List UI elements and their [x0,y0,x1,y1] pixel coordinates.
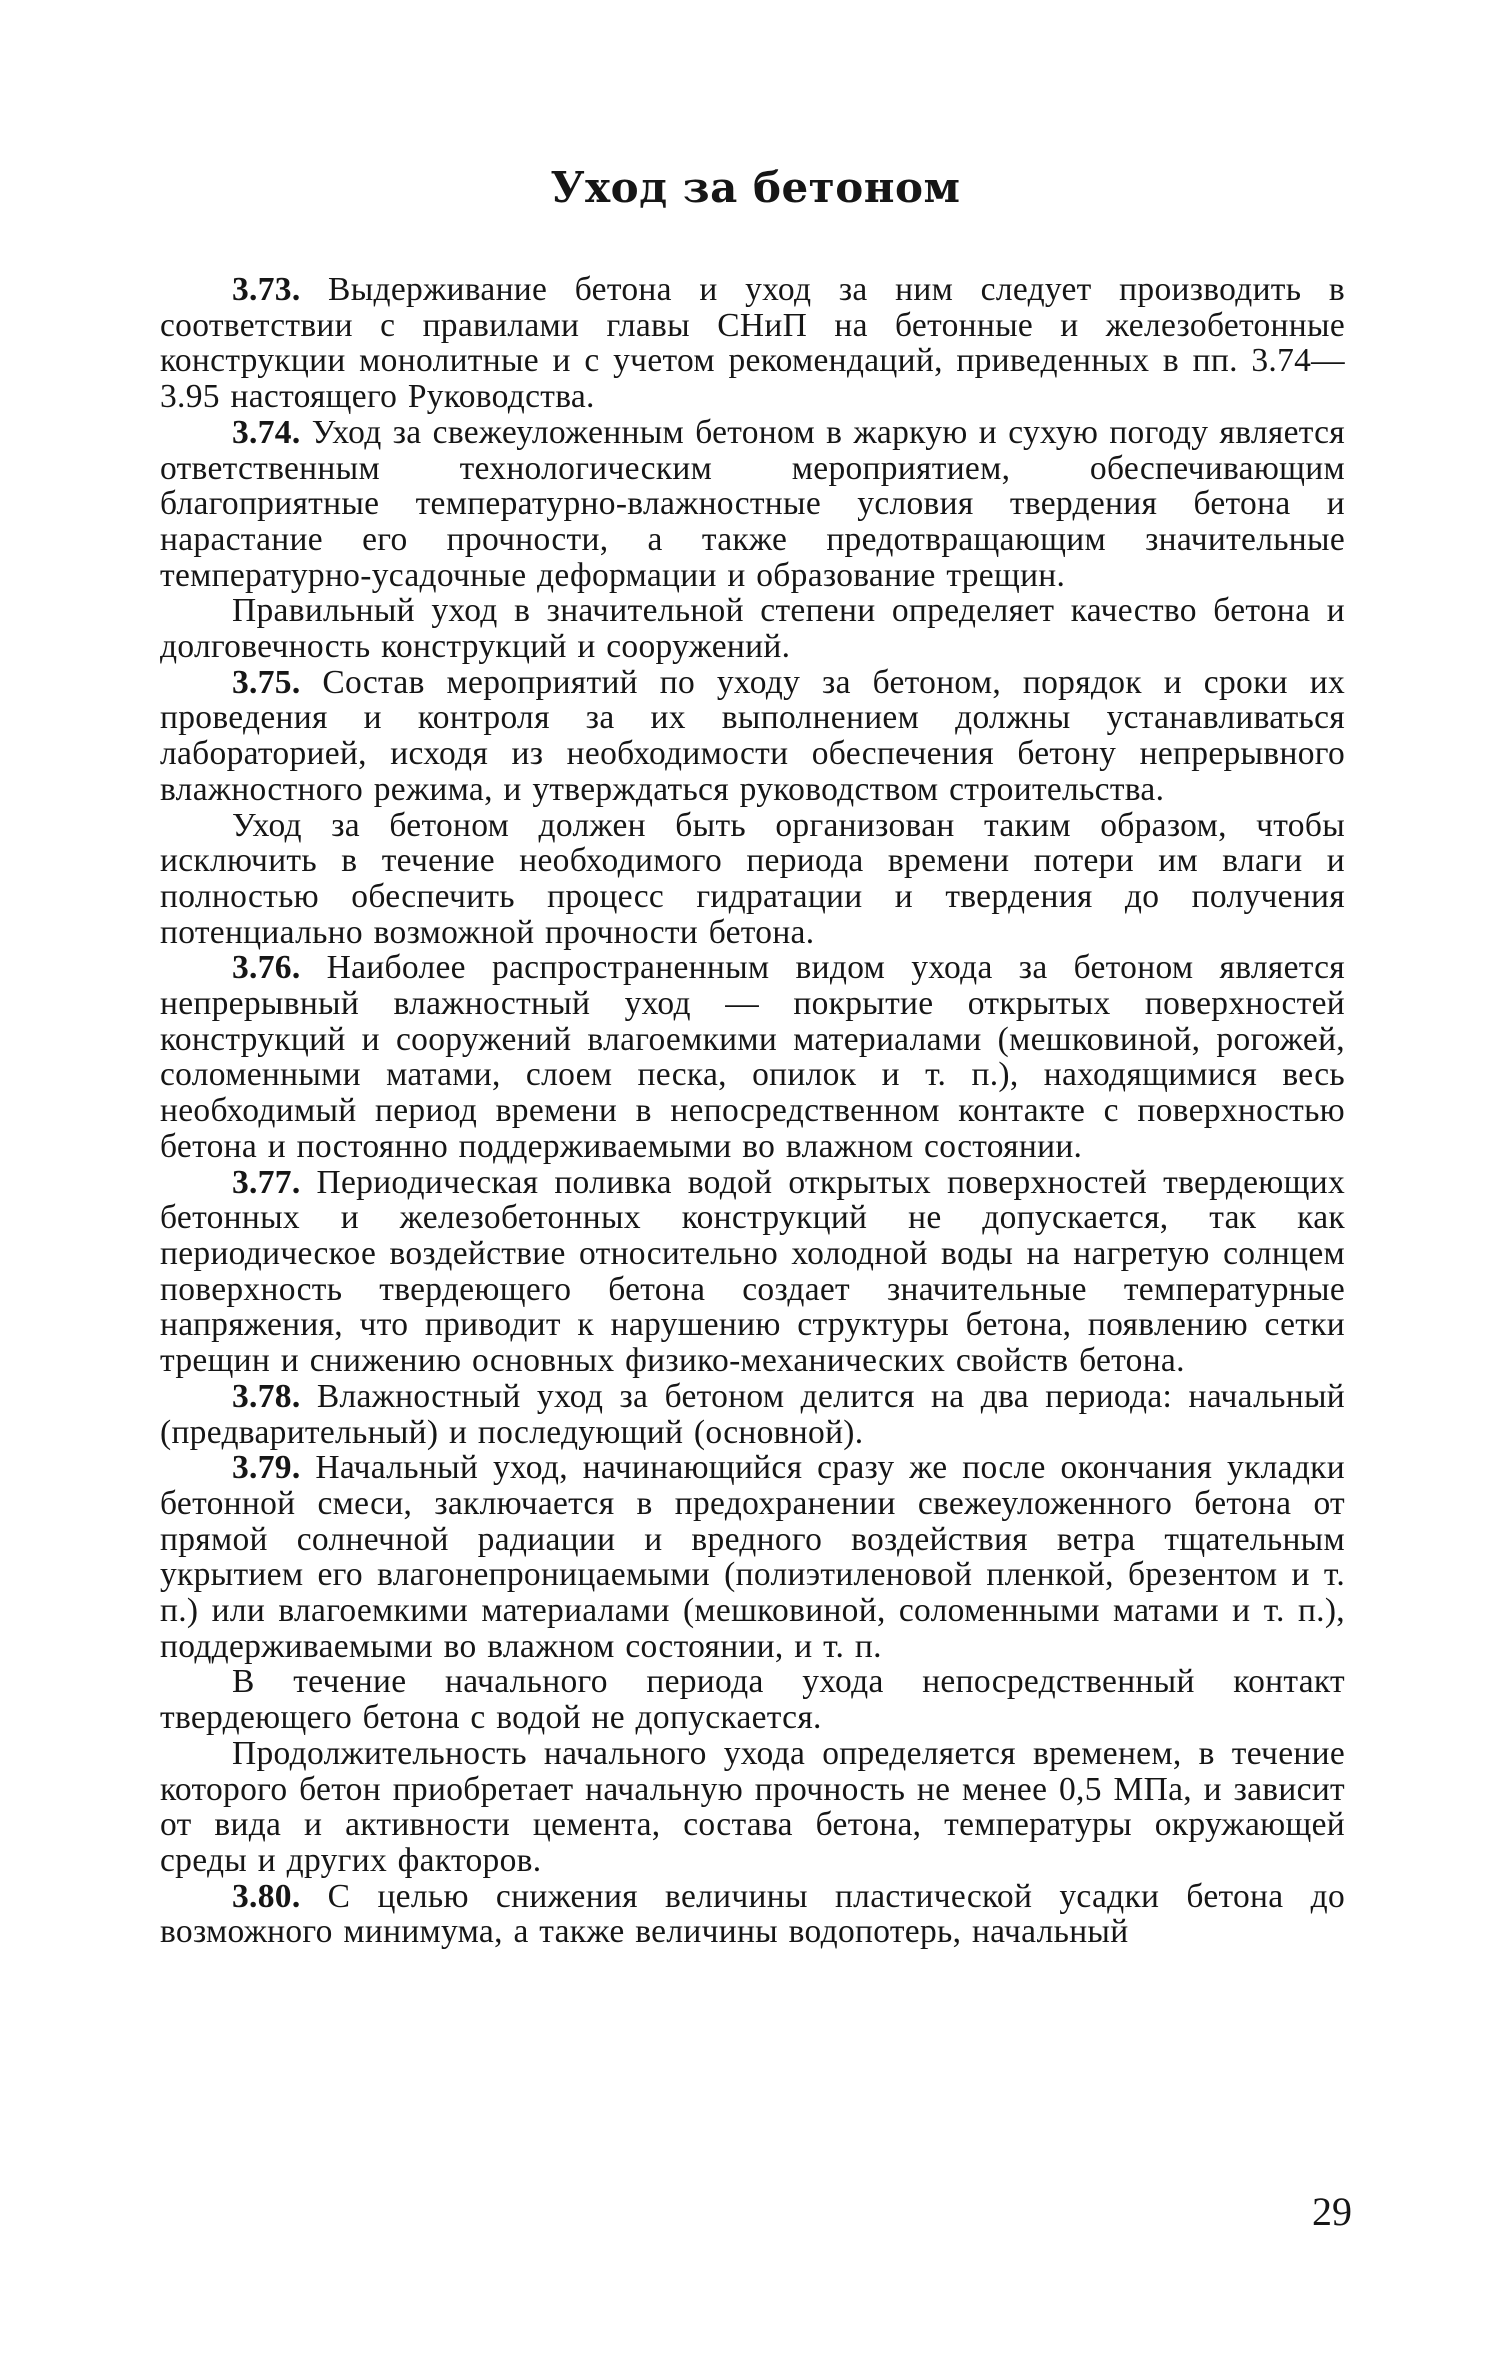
paragraph-3-75-cont [160,808,1345,951]
paragraph-text: Начальный уход, начинающийся сразу же после окончания укладки бетонной смеси, заключается в предохранении свежеуложенного бетона от прямой солнечной радиации и вредного воздействия ветра тщательным укрытием его влагонепроницаемыми (полиэтиленовой пленкой, брезентом и т. п.) или влагоемкими материалами (мешковиной, соломенными матами и т. п.), поддерживаемыми во влажном состоянии, и т. п. [160,1449,1345,1665]
clause-number: 3.74. [232,413,301,451]
clause-number: 3.76. [232,949,301,987]
body-text [160,272,1345,1950]
paragraph-3-79-cont-2 [160,1736,1345,1879]
paragraph-3-73 [160,272,1345,415]
paragraph-text: Выдерживание бетона и уход за ним следует производить в соответствии с правилами главы СНиП на бетонные и железобетонные конструкции монолитные и с учетом рекомендаций, приведенных в пп. 3.74—3.95 настоящего Руководства. [160,271,1345,416]
paragraph-text: Влажностный уход за бетоном делится на два периода: начальный (предварительный) и последующий (основной). [160,1377,1345,1451]
paragraph-text: Состав мероприятий по уходу за бетоном, порядок и сроки их проведения и контроля за их выполнением должны устанавливаться лабораторией, исходя из необходимости обеспечения бетону непрерывного влажностного режима, и утверждаться руководством строительства. [160,663,1345,808]
clause-number: 3.78. [232,1377,301,1415]
clause-number: 3.80. [232,1877,301,1915]
paragraph-text: В течение начального периода ухода непосредственный контакт твердеющего бетона с водой не допускается. [160,1663,1345,1737]
clause-number: 3.75. [232,663,301,701]
paragraph-text: Уход за свежеуложенным бетоном в жаркую и сухую погоду является ответственным технологическим мероприятием, обеспечивающим благоприятные температурно-влажностные условия твердения бетона и нарастание его прочности, а также предотвращающим значительные температурно-усадочные деформации и образование трещин. [160,413,1345,594]
paragraph-3-76 [160,950,1345,1164]
page-number: 29 [1312,2189,1352,2234]
paragraph-text: Правильный уход в значительной степени определяет качество бетона и долговечность конструкций и сооружений. [160,592,1345,666]
clause-number: 3.77. [232,1163,301,1201]
paragraph-text: Продолжительность начального ухода определяется временем, в течение которого бетон приобретает начальную прочность не менее 0,5 МПа, и зависит от вида и активности цемента, состава бетона, температуры окружающей среды и других факторов. [160,1734,1345,1879]
paragraph-3-78 [160,1379,1345,1450]
paragraph-3-79-cont-1 [160,1664,1345,1735]
clause-number: 3.79. [232,1449,301,1487]
paragraph-3-74-cont [160,593,1345,664]
paragraph-3-80 [160,1879,1345,1950]
paragraph-text: Периодическая поливка водой открытых поверхностей твердеющих бетонных и железобетонных конструкций не допускается, так как периодическое воздействие относительно холодной воды на нагретую солнцем поверхность твердеющего бетона создает значительные температурные напряжения, что приводит к нарушению структуры бетона, появлению сетки трещин и снижению основных физико-механических свойств бетона. [160,1163,1345,1380]
paragraph-text: Наиболее распространенным видом ухода за бетоном является непрерывный влажностный уход — покрытие открытых поверхностей конструкций и сооружений влагоемкими материалами (мешковиной, рогожей, соломенными матами, слоем песка, опилок и т. п.), находящимися весь необходимый период времени в непосредственном контакте с поверхностью бетона и постоянно поддерживаемыми во влажном состоянии. [160,949,1345,1165]
paragraph-3-74 [160,415,1345,594]
paragraph-3-79 [160,1450,1345,1664]
paragraph-text: Уход за бетоном должен быть организован таким образом, чтобы исключить в течение необходимого периода времени потери им влаги и полностью обеспечить процесс гидратации и твердения до получения потенциально возможной прочности бетона. [160,806,1345,951]
paragraph-text: С целью снижения величины пластической усадки бетона до возможного минимума, а также величины водопотерь, начальный [160,1877,1345,1951]
section-title: Уход за бетоном [550,163,961,212]
clause-number: 3.73. [232,271,301,308]
paragraph-3-77 [160,1165,1345,1379]
paragraph-3-75 [160,665,1345,808]
